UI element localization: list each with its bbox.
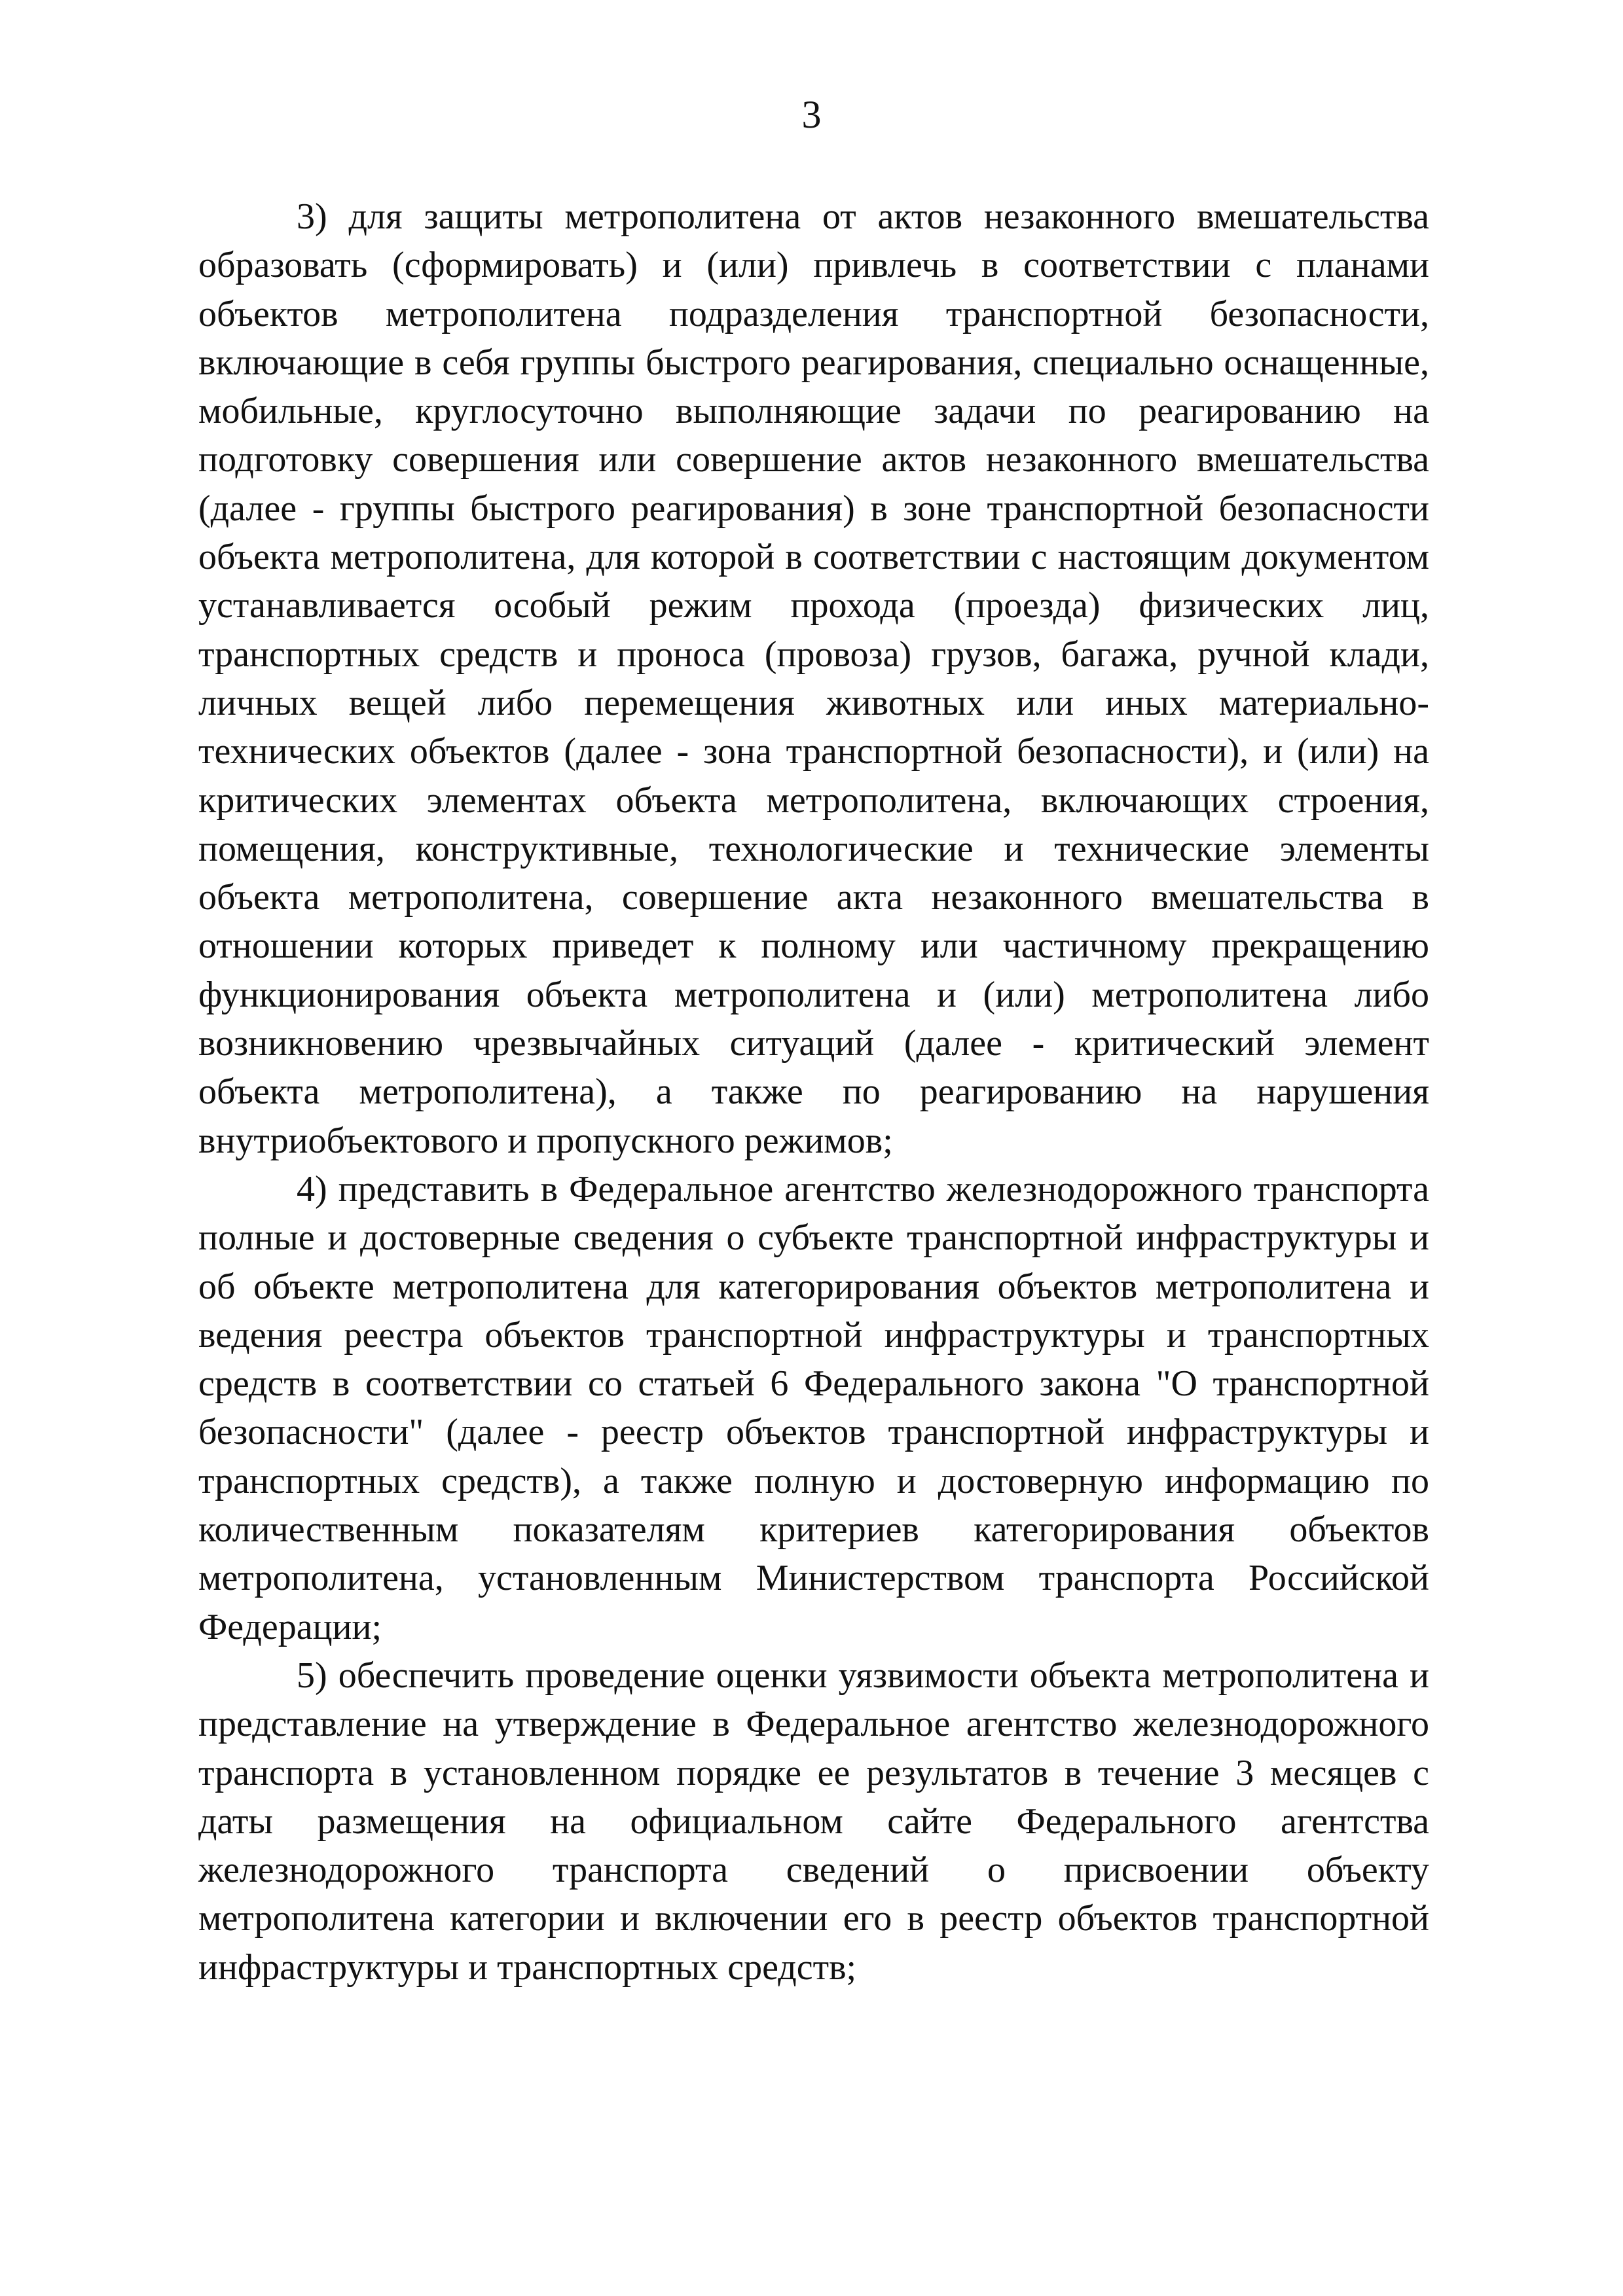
paragraph-item-5: 5) обеспечить проведение оценки уязвимости объекта метрополитена и представление на утверждение в Федеральное агентство железнодорожного транспорта в установленном порядке ее результатов в течение 3 месяцев с даты размещения на официальном сайте Федерального агентства железнодорожного транспорта сведений о присвоении объекту метрополитена категории и включении его в реестр объектов транспортной инфраструктуры и транспортных средств; bbox=[198, 1655, 1429, 1988]
document-body bbox=[198, 192, 1429, 1992]
page-number: 3 bbox=[801, 93, 822, 136]
paragraph-item-4: 4) представить в Федеральное агентство железнодорожного транспорта полные и достоверные сведения о субъекте транспортной инфраструктуры и об объекте метрополитена для категорирования объектов метрополитена и ведения реестра объектов транспортной инфраструктуры и транспортных средств в соответствии со статьей 6 Федерального закона "О транспортной безопасности" (далее - реестр объектов транспортной инфраструктуры и транспортных средств), а также полную и достоверную информацию по количественным показателям критериев категорирования объектов метрополитена, установленным Министерством транспорта Российской Федерации; bbox=[198, 1168, 1429, 1647]
paragraph-item-3: 3) для защиты метрополитена от актов незаконного вмешательства образовать (сформировать) и (или) привлечь в соответствии с планами объектов метрополитена подразделения транспортной безопасности, включающие в себя группы быстрого реагирования, специально оснащенные, мобильные, круглосуточно выполняющие задачи по реагированию на подготовку совершения или совершение актов незаконного вмешательства (далее - группы быстрого реагирования) в зоне транспортной безопасности объекта метрополитена, для которой в соответствии с настоящим документом устанавливается особый режим прохода (проезда) физических лиц, транспортных средств и проноса (провоза) грузов, багажа, ручной клади, личных вещей либо перемещения животных или иных материально-технических объектов (далее - зона транспортной безопасности), и (или) на критических элементах объекта метрополитена, включающих строения, помещения, конструктивные, технологические и технические элементы объекта метрополитена, совершение акта незаконного вмешательства в отношении которых приведет к полному или частичному прекращению функционирования объекта метрополитена и (или) метрополитена либо возникновению чрезвычайных ситуаций (далее - критический элемент объекта метрополитена), а также по реагированию на нарушения внутриобъектового и пропускного режимов; bbox=[198, 196, 1429, 1161]
